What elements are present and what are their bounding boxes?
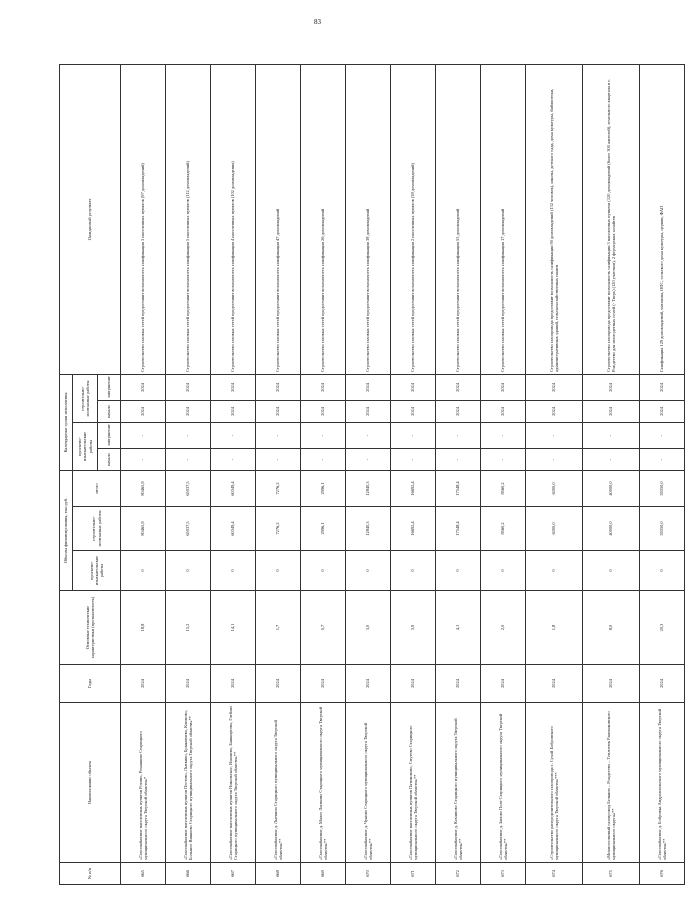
row-name: «Межпоселковый газопровод Белкино – Рождество – Теплотюк Рамешковского муниципального округа»** <box>583 703 640 863</box>
header-num: № п/п <box>60 863 121 885</box>
row-num: 676 <box>640 863 685 885</box>
row-construction-cost: 6300,0 <box>526 507 583 551</box>
row-num: 667 <box>211 863 256 885</box>
row-year: 2024 <box>346 665 391 703</box>
row-result: Газификация 129 домовладений, магазина, ОПС, сельского дома культуры, церкви, ФАП <box>640 64 685 374</box>
row-construction-start: 2024 <box>166 400 211 422</box>
row-construction-cost: 7276,2 <box>256 507 301 551</box>
row-design-cost: 0 <box>526 551 583 591</box>
header-result: Ожидаемый результат <box>60 64 121 374</box>
table-row <box>526 64 583 884</box>
header-funding: Объемы финансирования, тыс.руб. <box>60 470 73 590</box>
table-row <box>391 64 436 884</box>
table-row <box>166 64 211 884</box>
row-num: 670 <box>346 863 391 885</box>
row-design-end: - <box>640 422 685 448</box>
row-total-cost: 2996,1 <box>301 470 346 506</box>
construction-objects-table <box>59 64 685 885</box>
row-num: 672 <box>436 863 481 885</box>
row-construction-end: 2024 <box>391 374 436 400</box>
header-name: Наименование объекта <box>60 703 121 863</box>
row-total-cost: 60349,4 <box>211 470 256 506</box>
row-year: 2024 <box>391 665 436 703</box>
row-design-start: - <box>211 448 256 470</box>
row-design-start: - <box>391 448 436 470</box>
row-tech: 15,2 <box>166 591 211 665</box>
row-total-cost: 7276,2 <box>256 470 301 506</box>
row-year: 2024 <box>481 665 526 703</box>
row-construction-end: 2024 <box>526 374 583 400</box>
row-num: 673 <box>481 863 526 885</box>
row-total-cost: 12840,3 <box>346 470 391 506</box>
row-result: Строительство газовых сетей предоставит возможность газификации 2 населенных пунктов (38 домовладений) <box>391 64 436 374</box>
page-number: 83 <box>314 18 321 26</box>
row-construction-start: 2024 <box>436 400 481 422</box>
row-design-end: - <box>121 422 166 448</box>
row-year: 2024 <box>166 665 211 703</box>
row-design-start: - <box>436 448 481 470</box>
row-result: Строительство газовых сетей предоставит возможность газификации 3 населенных пунктов (97 домовладений) <box>121 64 166 374</box>
row-construction-cost: 60349,4 <box>211 507 256 551</box>
table-row <box>256 64 301 884</box>
row-construction-cost: 2996,1 <box>301 507 346 551</box>
row-year: 2024 <box>436 665 481 703</box>
table-row <box>121 64 166 884</box>
row-design-cost: 0 <box>346 551 391 591</box>
row-design-start: - <box>346 448 391 470</box>
header-construction-deadline: строительно-монтажные работы <box>73 374 98 422</box>
row-construction-start: 2024 <box>640 400 685 422</box>
header-design-deadline: проектно-изыскательские работы <box>73 422 98 470</box>
row-construction-cost: 65037,5 <box>166 507 211 551</box>
row-design-end: - <box>166 422 211 448</box>
table-row <box>301 64 346 884</box>
row-result: Строительство газопровода предоставит возможность газификации 3 населенных пунктов (120 домовладений (более 300 жителей), земельного квартала в с. Рождество для многодетных семей (- Тверь) (120 участков), 2 фермерских хозяйств <box>583 64 640 374</box>
row-tech: 20,3 <box>640 591 685 665</box>
row-result: Строительство газовых сетей предоставит возможность газификации 17 домовладений <box>481 64 526 374</box>
row-total-cost: 40000,0 <box>583 470 640 506</box>
header-deadlines: Календарные сроки исполнения <box>60 374 73 470</box>
row-design-end: - <box>526 422 583 448</box>
row-num: 671 <box>391 863 436 885</box>
header-construction-work: строительно-монтажные работы <box>73 507 121 551</box>
row-construction-start: 2024 <box>121 400 166 422</box>
row-tech: 3,9 <box>391 591 436 665</box>
row-construction-end: 2024 <box>211 374 256 400</box>
row-num: 674 <box>526 863 583 885</box>
row-design-end: - <box>346 422 391 448</box>
header-design-end: завершение <box>98 422 121 448</box>
row-design-end: - <box>436 422 481 448</box>
row-tech: 1,7 <box>256 591 301 665</box>
header-tech: Основные технические характеристики (протяженность) <box>60 591 121 665</box>
row-result: Строительство газовых сетей предоставит возможность газификации 26 домовладений <box>301 64 346 374</box>
row-year: 2024 <box>526 665 583 703</box>
row-construction-end: 2024 <box>121 374 166 400</box>
row-result: Строительство газовых сетей предоставит возможность газификации 38 домовладений <box>346 64 391 374</box>
row-name: «Газоснабжение населенных пунктов Пестово, Лыткино, Брыкатиево, Климово, Большое Вишнево Старицкого муниципального округа Тверской области»** <box>166 703 211 863</box>
row-construction-end: 2024 <box>166 374 211 400</box>
row-construction-end: 2024 <box>436 374 481 400</box>
table-row <box>346 64 391 884</box>
header-design-start: начало <box>98 448 121 470</box>
row-design-cost: 0 <box>256 551 301 591</box>
row-total-cost: 65037,5 <box>166 470 211 506</box>
row-construction-start: 2024 <box>526 400 583 422</box>
row-total-cost: 16692,4 <box>391 470 436 506</box>
row-total-cost: 6300,0 <box>526 470 583 506</box>
row-design-cost: 0 <box>121 551 166 591</box>
row-tech: 0,7 <box>301 591 346 665</box>
row-construction-cost: 17548,4 <box>436 507 481 551</box>
row-design-start: - <box>301 448 346 470</box>
row-design-cost: 0 <box>436 551 481 591</box>
row-year: 2024 <box>583 665 640 703</box>
table-row <box>583 64 640 884</box>
row-design-cost: 0 <box>481 551 526 591</box>
row-total-cost: 8560,2 <box>481 470 526 506</box>
row-name: «Газоснабжение населенных пунктов Никольское, Вошнево, Башкиртово, Глебово Старицкого муниципального округа Тверской области»** <box>211 703 256 863</box>
row-construction-start: 2024 <box>346 400 391 422</box>
row-construction-start: 2024 <box>391 400 436 422</box>
row-name: «Газоснабжение д. Коминово Старицкого муниципального округа Тверской области»** <box>436 703 481 863</box>
row-construction-cost: 16692,4 <box>391 507 436 551</box>
row-design-start: - <box>256 448 301 470</box>
row-design-start: - <box>481 448 526 470</box>
rotated-table-container <box>59 65 667 885</box>
row-design-end: - <box>301 422 346 448</box>
row-design-start: - <box>583 448 640 470</box>
row-year: 2024 <box>256 665 301 703</box>
row-name: «Газоснабжение населенных пунктов Пятиконово, Смутево Старицкого муниципального округа Тверской области»** <box>391 703 436 863</box>
row-design-end: - <box>481 422 526 448</box>
header-construction-start: начало <box>98 400 121 422</box>
row-num: 675 <box>583 863 640 885</box>
row-construction-start: 2024 <box>256 400 301 422</box>
row-construction-cost: 8560,2 <box>481 507 526 551</box>
table-body <box>121 64 685 884</box>
row-tech: 14,1 <box>211 591 256 665</box>
row-construction-end: 2024 <box>346 374 391 400</box>
row-year: 2024 <box>640 665 685 703</box>
row-construction-cost: 40000,0 <box>583 507 640 551</box>
row-num: 666 <box>166 863 211 885</box>
row-design-cost: 0 <box>301 551 346 591</box>
row-construction-start: 2024 <box>211 400 256 422</box>
row-construction-start: 2024 <box>481 400 526 422</box>
row-construction-end: 2024 <box>301 374 346 400</box>
row-design-start: - <box>526 448 583 470</box>
row-design-start: - <box>640 448 685 470</box>
row-name: «Газоснабжение д. Малое Лыткино Старицкого муниципального округа Тверской области»** <box>301 703 346 863</box>
row-construction-cost: 80465,9 <box>121 507 166 551</box>
row-construction-end: 2024 <box>640 374 685 400</box>
row-tech: 3,0 <box>346 591 391 665</box>
row-name: «Газоснабжение д. Бобровка Андреапольского муниципального округа Тверской области»** <box>640 703 685 863</box>
row-num: 669 <box>301 863 346 885</box>
table-row <box>211 64 256 884</box>
table-row <box>640 64 685 884</box>
row-year: 2024 <box>211 665 256 703</box>
row-tech: 2,0 <box>481 591 526 665</box>
table-header <box>60 64 121 884</box>
row-design-cost: 0 <box>583 551 640 591</box>
table-row <box>481 64 526 884</box>
row-result: Строительство газовых сетей предоставит возможность газификации 47 домовладений <box>256 64 301 374</box>
row-name: «Газоснабжение д. Лыткино Старицкого муниципального округа Тверской области»** <box>256 703 301 863</box>
row-year: 2024 <box>121 665 166 703</box>
row-construction-start: 2024 <box>583 400 640 422</box>
row-year: 2024 <box>301 665 346 703</box>
row-design-start: - <box>121 448 166 470</box>
row-result: Строительство газовых сетей предоставит возможность газификации 55 домовладений <box>436 64 481 374</box>
row-design-end: - <box>256 422 301 448</box>
row-tech: 1,8 <box>526 591 583 665</box>
header-construction-end: завершение <box>98 374 121 400</box>
row-result: Строительство газовых сетей предоставит возможность газификации 5 населенных пунктов (112 домовладений) <box>166 64 211 374</box>
row-design-end: - <box>211 422 256 448</box>
row-name: «Строительство распределительного газопровода с. Сухой Бобровского муниципального округа Тверской области»*** <box>526 703 583 863</box>
row-design-start: - <box>166 448 211 470</box>
row-tech: 8,0 <box>583 591 640 665</box>
header-design-work: проектно-изыскательские работы <box>73 551 121 591</box>
row-total-cost: 59350,0 <box>640 470 685 506</box>
row-design-cost: 0 <box>640 551 685 591</box>
row-name: «Газоснабжение д. Чукино Старицкого муниципального округа Тверской области»** <box>346 703 391 863</box>
row-name: «Газоснабжение населенных пунктов Ротино, Ромашино Старицкого муниципального округа Тверской области»* <box>121 703 166 863</box>
row-name: «Газоснабжение д. Заново Поле Старицкого муниципального округа Тверской области»** <box>481 703 526 863</box>
row-construction-end: 2024 <box>583 374 640 400</box>
header-total: итого <box>73 470 121 506</box>
row-result: Строительство газопровода предоставит возможность газификации 90 домовладений (132 человек), школы, детского сада, дома культуры, библиотеки, административных зданий, сельскохозяйственных пашен <box>526 64 583 374</box>
row-num: 668 <box>256 863 301 885</box>
row-construction-start: 2024 <box>301 400 346 422</box>
table-row <box>436 64 481 884</box>
row-design-cost: 0 <box>166 551 211 591</box>
row-result: Строительство газовых сетей предоставит возможность газификации 4 населенных пунктов (102 домовладения) <box>211 64 256 374</box>
row-num: 665 <box>121 863 166 885</box>
row-construction-end: 2024 <box>481 374 526 400</box>
row-design-cost: 0 <box>211 551 256 591</box>
row-design-end: - <box>391 422 436 448</box>
row-construction-cost: 59350,0 <box>640 507 685 551</box>
row-total-cost: 17548,4 <box>436 470 481 506</box>
row-total-cost: 80465,9 <box>121 470 166 506</box>
row-design-end: - <box>583 422 640 448</box>
header-years: Годы <box>60 665 121 703</box>
row-tech: 18,8 <box>121 591 166 665</box>
row-construction-cost: 12840,3 <box>346 507 391 551</box>
row-construction-end: 2024 <box>256 374 301 400</box>
row-design-cost: 0 <box>391 551 436 591</box>
row-tech: 4,1 <box>436 591 481 665</box>
